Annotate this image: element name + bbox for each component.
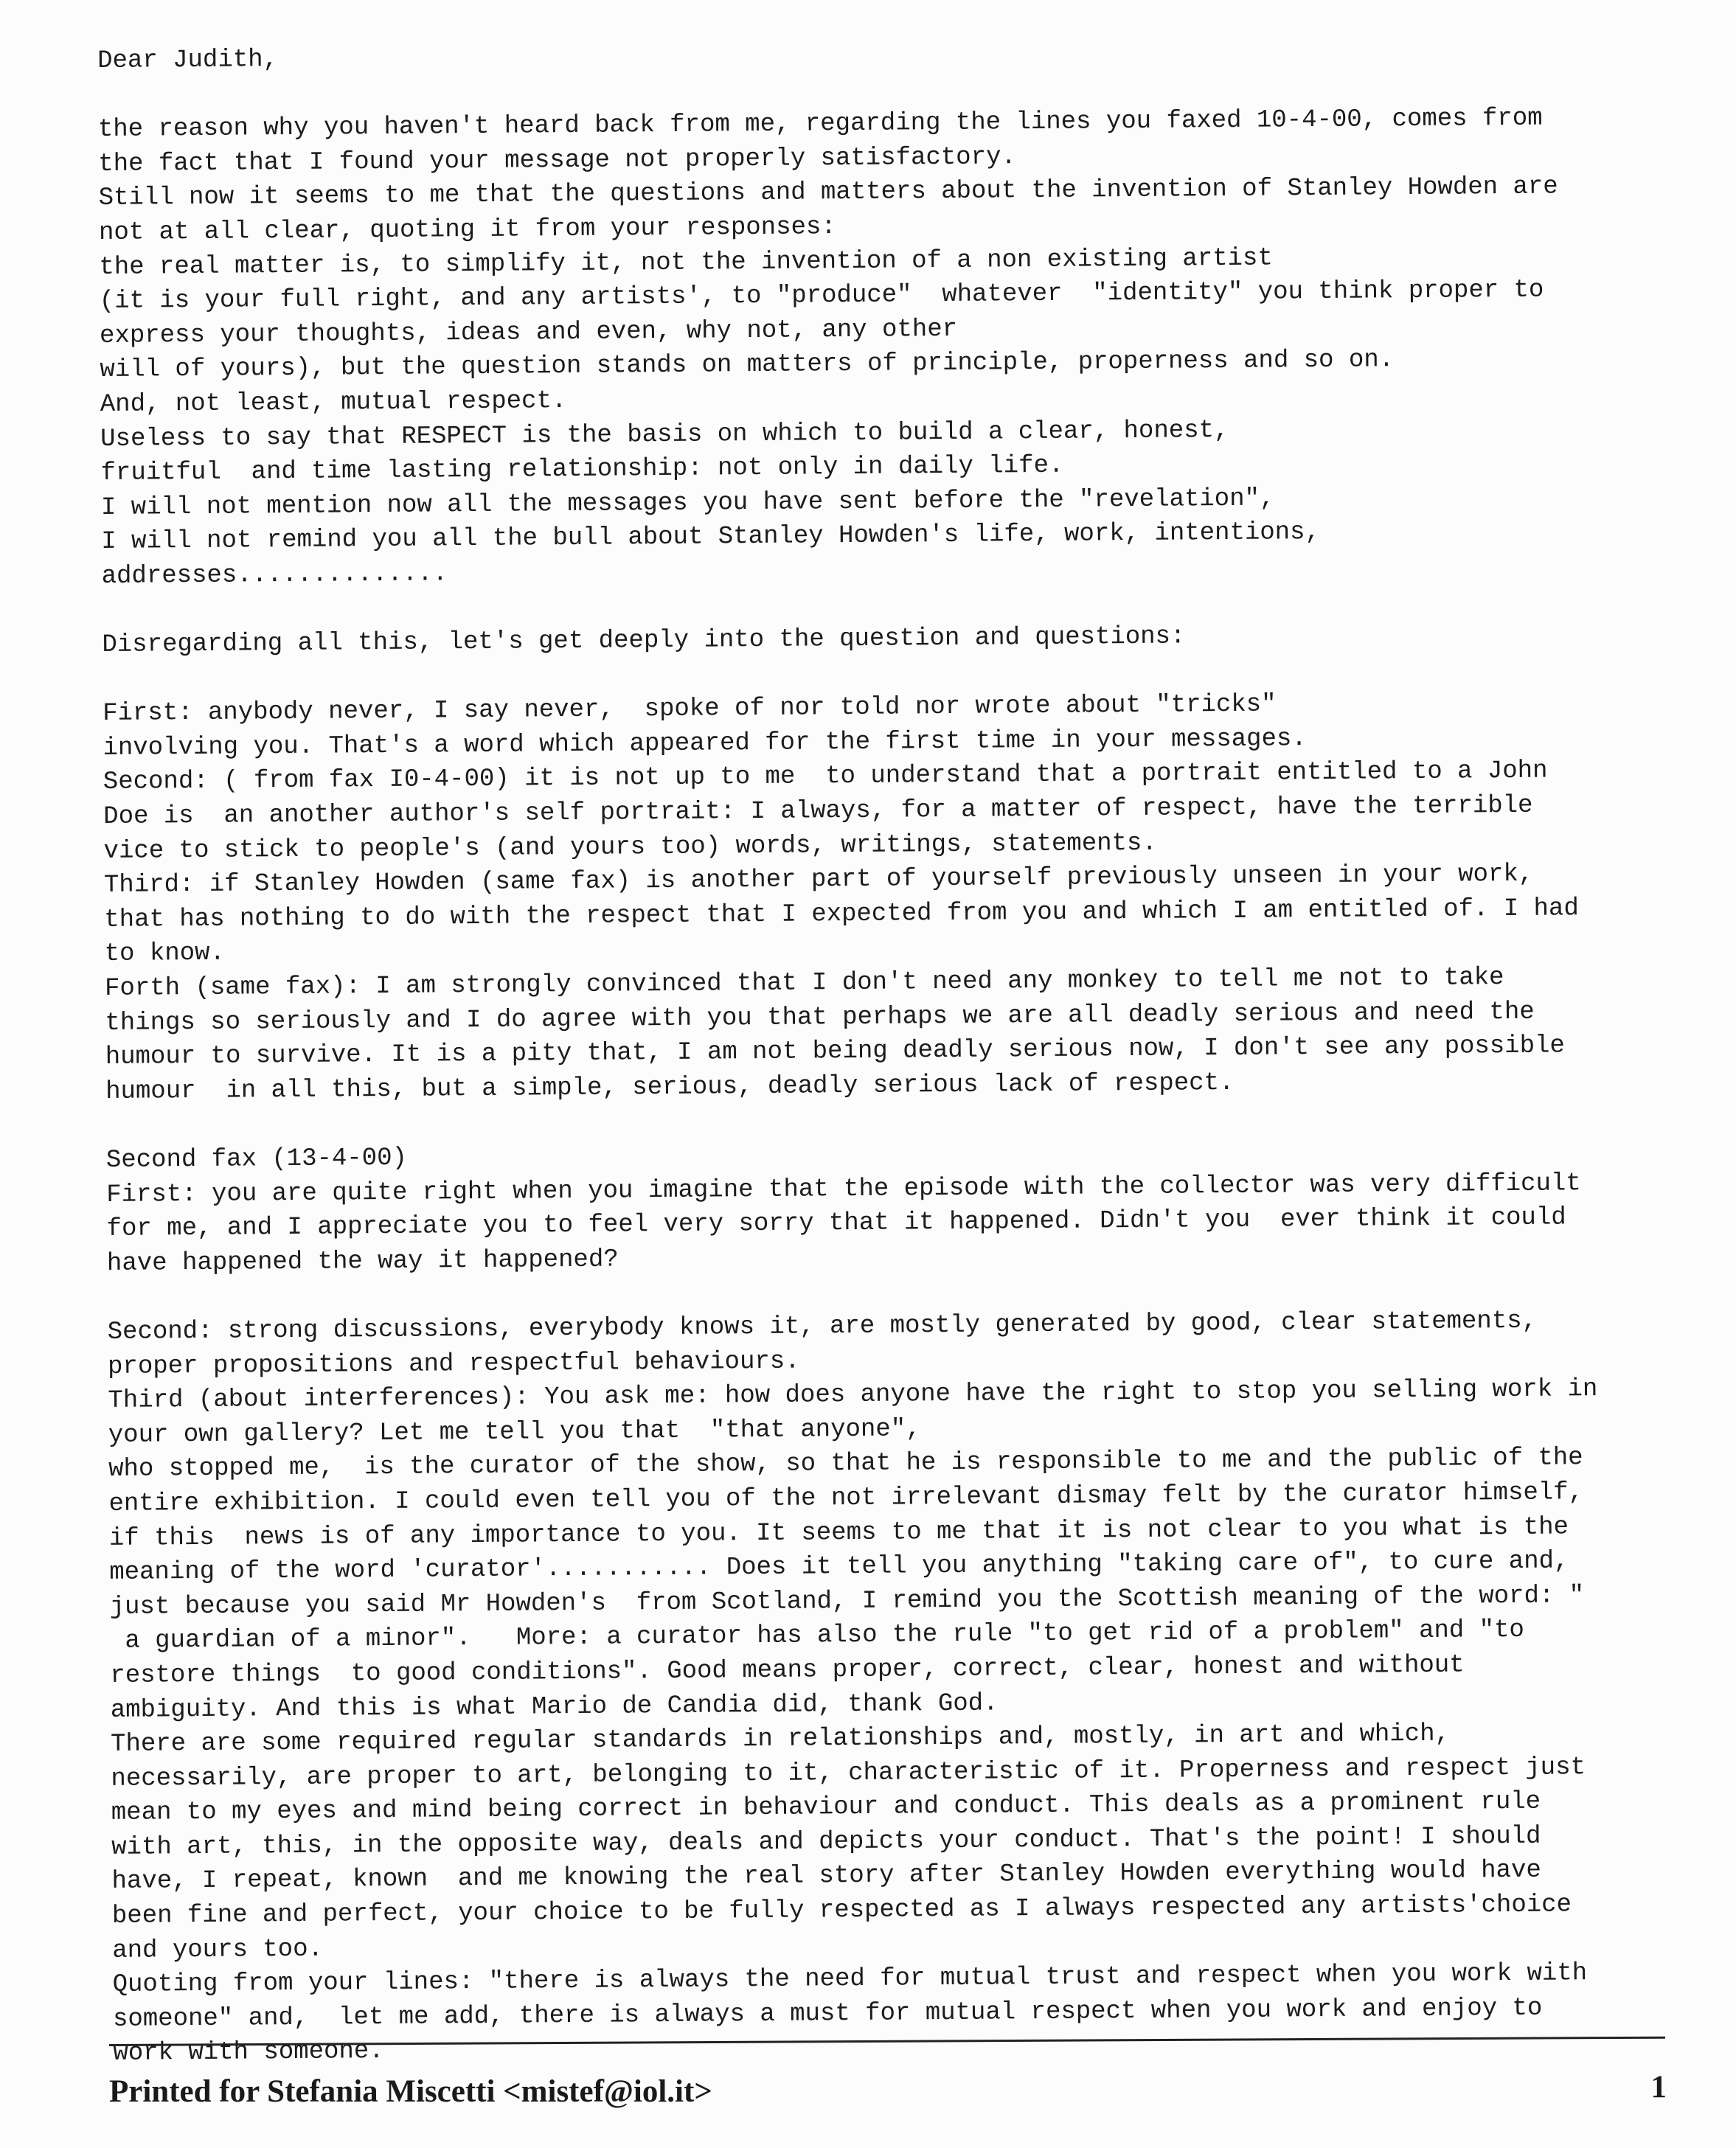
letter-line: Forth (same fax): I am strongly convinced that I don't need any monkey to tell me not to take <box>104 964 1504 1003</box>
letter-line: the reason why you haven't heard back from me, regarding the lines you faxed 10-4-00, comes from <box>97 104 1543 145</box>
letter-line: just because you said Mr Howden's from Scotland, I remind you the Scottish meaning of the word: " <box>109 1581 1585 1622</box>
letter-line: addresses.............. <box>101 560 448 591</box>
letter-line: that has nothing to do with the respect that I expected from you and which I am entitled of. I had <box>104 894 1579 934</box>
letter-line: with art, this, in the opposite way, deals and depicts your conduct. That's the point! I should <box>111 1822 1541 1862</box>
letter-line: not at all clear, quoting it from your responses: <box>98 213 836 247</box>
letter-line: restore things to good conditions". Good means proper, correct, clear, honest and without <box>110 1651 1465 1690</box>
letter-line: been fine and perfect, your choice to be fully respected as I always respected any artists'choice <box>111 1891 1572 1930</box>
letter-line: work with someone. <box>113 2037 384 2068</box>
letter-line: to know. <box>104 939 226 969</box>
letter-line: your own gallery? Let me tell you that "that anyone", <box>108 1415 921 1450</box>
letter-line: Still now it seems to me that the questions and matters about the invention of Stanley Howden are <box>98 173 1558 213</box>
letter-line: There are some required regular standards in relationships and, mostly, in art and which, <box>110 1720 1451 1759</box>
letter-line: who stopped me, is the curator of the show, so that he is responsible to me and the public of the <box>108 1444 1583 1484</box>
letter-line: the real matter is, to simplify it, not the invention of a non existing artist <box>99 244 1273 282</box>
letter-line: fruitful and time lasting relationship: not only in daily life. <box>100 451 1064 488</box>
letter-line: ambiguity. And this is what Mario de Candia did, thank God. <box>110 1689 999 1725</box>
letter-line: a guardian of a minor". More: a curator has also the rule "to get rid of a problem" and "to <box>109 1616 1525 1656</box>
letter-line: express your thoughts, ideas and even, why not, any other <box>99 315 958 350</box>
letter-line: Quoting from your lines: "there is always the need for mutual trust and respect when you work with <box>112 1959 1588 2000</box>
letter-line: Doe is an another author's self portrait: I always, for a matter of respect, have the terrible <box>103 791 1533 832</box>
salutation: Dear Judith, <box>97 46 279 75</box>
letter-line: for me, and I appreciate you to feel very sorry that it happened. Didn't you ever think it could <box>106 1203 1566 1244</box>
letter-line: mean to my eyes and mind being correct in behaviour and conduct. This deals as a prominent rule <box>111 1787 1541 1828</box>
page-footer <box>109 2044 1667 2125</box>
letter-line: have happened the way it happened? <box>106 1245 619 1278</box>
page-number: 1 <box>1650 2070 1667 2104</box>
letter-line: humour in all this, but a simple, serious, deadly serious lack of respect. <box>105 1068 1235 1106</box>
letter-line: Disregarding all this, let's get deeply into the question and questions: <box>102 622 1186 660</box>
letter-line: First: you are quite right when you imagine that the episode with the collector was very difficult <box>106 1169 1581 1209</box>
letter-line: involving you. That's a word which appeared for the first time in your messages. <box>103 725 1307 762</box>
letter-line: will of yours), but the question stands on matters of principle, properness and so on. <box>100 346 1395 385</box>
letter-line: Third (about interferences): You ask me: how does anyone have the right to stop you selling work in <box>108 1375 1598 1416</box>
letter-line: and yours too. <box>112 1935 324 1965</box>
letter-line: have, I repeat, known and me knowing the real story after Stanley Howden everything would have <box>111 1857 1541 1897</box>
letter-line: vice to stick to people's (and yours too) words, writings, statements. <box>103 829 1157 866</box>
letter-line: if this news is of any importance to you. It seems to me that it is not clear to you what is the <box>108 1512 1569 1553</box>
letter-line: Second fax (13-4-00) <box>105 1144 408 1175</box>
letter-line: Useless to say that RESPECT is the basis on which to build a clear, honest, <box>100 416 1229 453</box>
letter-line: proper propositions and respectful behaviours. <box>107 1347 800 1381</box>
letter-line: And, not least, mutual respect. <box>100 386 567 419</box>
letter-body <box>97 32 1684 2071</box>
letter-line: I will not mention now all the messages you have sent before the "revelation", <box>100 484 1275 522</box>
letter-line: Second: strong discussions, everybody knows it, are mostly generated by good, clear statements, <box>107 1307 1538 1346</box>
letter-line: Second: ( from fax I0-4-00) it is not up to me to understand that a portrait entitled to a John <box>103 757 1548 797</box>
letter-lines <box>97 66 1684 2071</box>
letter-line: someone" and, let me add, there is always a must for mutual respect when you work and enjoy to <box>112 1994 1543 2034</box>
letter-line: the fact that I found your message not properly satisfactory. <box>98 143 1016 178</box>
printed-for-text: Printed for Stefania Miscetti <mistef@iol.it> <box>109 2074 712 2109</box>
letter-line: First: anybody never, I say never, spoke of nor told nor wrote about "tricks" <box>102 690 1277 729</box>
letter-line: entire exhibition. I could even tell you of the not irrelevant dismay felt by the curator himself, <box>108 1478 1584 1518</box>
letter-line: Third: if Stanley Howden (same fax) is another part of yourself previously unseen in your work, <box>103 860 1534 900</box>
letter-line: I will not remind you all the bull about Stanley Howden's life, work, intentions, <box>101 518 1321 557</box>
letter-line: humour to survive. It is a pity that, I am not being deadly serious now, I don't see any possible <box>105 1032 1566 1072</box>
letter-line: things so seriously and I do agree with you that perhaps we are all deadly serious and need the <box>105 998 1535 1037</box>
letter-line: meaning of the word 'curator'........... Does it tell you anything "taking care of", to cure and, <box>109 1547 1569 1588</box>
letter-line: (it is your full right, and any artists', to "produce" whatever "identity" you think proper to <box>99 276 1544 316</box>
letter-line: necessarily, are proper to art, belonging to it, characteristic of it. Properness and respect just <box>111 1753 1586 1793</box>
